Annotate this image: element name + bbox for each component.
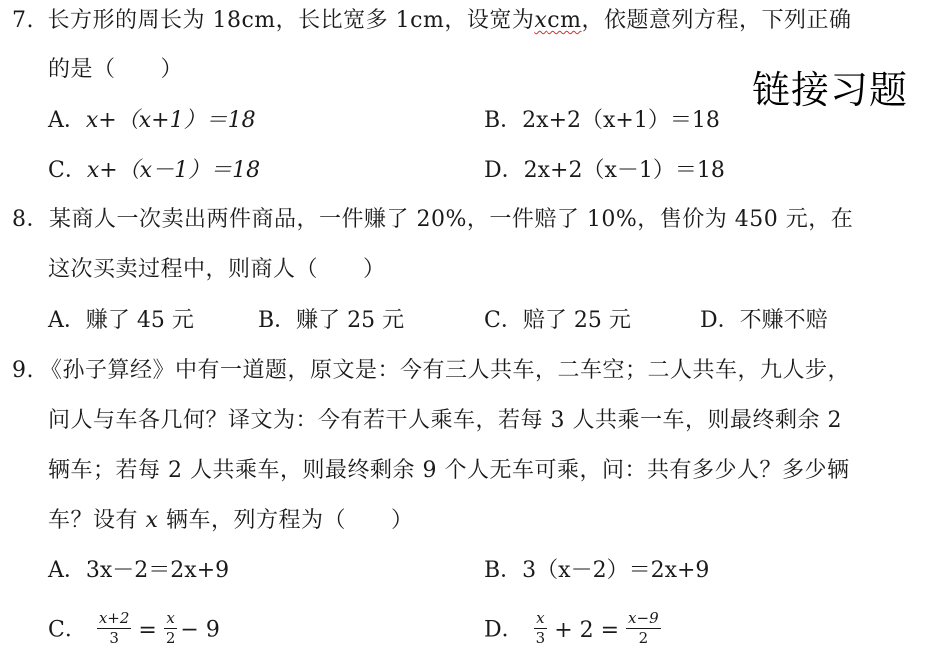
question-7-stem-line2: 的是（ ） <box>48 57 184 82</box>
question-8-option-a[interactable]: A．赚了 45 元 <box>48 308 194 333</box>
question-7-option-c[interactable]: C．x+（x－1）＝18 <box>48 158 261 183</box>
question-9-stem-line3: 辆车；若每 2 人共乘车，则最终剩余 9 个人无车可乘，问：共有多少人？多少辆 <box>48 458 850 483</box>
question-9-option-d[interactable]: D． $\frac{x}{3}$ + 2 = $\frac{x-9}{2}$ <box>484 609 659 647</box>
question-8-option-c[interactable]: C．赔了 25 元 <box>484 308 631 333</box>
question-7-number: 7. <box>12 8 34 33</box>
question-7-stem-line1 <box>12 6 851 36</box>
question-7-stem-part2: ，依题意列方程，下列正确 <box>581 8 852 33</box>
question-8-stem-line1 <box>12 205 853 235</box>
question-9-number: 9. <box>12 358 34 383</box>
question-8-option-b[interactable]: B．赚了 25 元 <box>258 308 405 333</box>
question-9-option-b[interactable]: B．3（x－2）＝2x+9 <box>484 558 710 583</box>
question-7-option-d[interactable]: D．2x+2（x－1）＝18 <box>484 158 725 183</box>
linked-exercises-label: 链接习题 <box>752 68 909 112</box>
question-7-option-b[interactable]: B．2x+2（x+1）＝18 <box>484 108 720 133</box>
option-c-fraction-left: $\frac{x+2}{3}$ <box>98 609 130 647</box>
question-9-stem-line2: 问人与车各几何？译文为：今有若干人乘车，若每 3 人共乘一车，则最终剩余 2 <box>48 408 842 433</box>
question-7-stem-part1: 长方形的周长为 18cm，长比宽多 1cm，设宽为 <box>47 8 535 33</box>
option-d-fraction-left: $\frac{x}{3}$ <box>535 609 546 647</box>
option-c-fraction-right: $\frac{x}{2}$ <box>165 609 176 647</box>
question-8-option-d[interactable]: D．不赚不赔 <box>700 308 828 333</box>
question-7-option-a[interactable]: A．x+（x+1）＝18 <box>48 108 256 133</box>
option-d-fraction-right: $\frac{x-9}{2}$ <box>628 609 659 647</box>
question-9-stem-line1 <box>12 356 850 386</box>
question-8-number: 8． <box>12 207 49 232</box>
question-8-stem-text: 某商人一次卖出两件商品，一件赚了 20%，一件赔了 10%，售价为 450 元，在 <box>49 207 854 232</box>
question-9-option-a[interactable]: A．3x－2＝2x+9 <box>48 558 230 583</box>
question-9-option-c[interactable]: C． $\frac{x+2}{3}$ = $\frac{x}{2}$ − 9 <box>48 609 220 647</box>
question-7-width-var: xcm <box>534 8 582 33</box>
question-9-stem-line4: 车？设有 x 辆车，列方程为（ ） <box>48 508 414 533</box>
question-9-stem-text: 《孙子算经》中有一道题，原文是：今有三人共车，二车空；二人共车，九人步， <box>40 358 851 383</box>
question-8-stem-line2: 这次买卖过程中，则商人（ ） <box>48 257 386 282</box>
